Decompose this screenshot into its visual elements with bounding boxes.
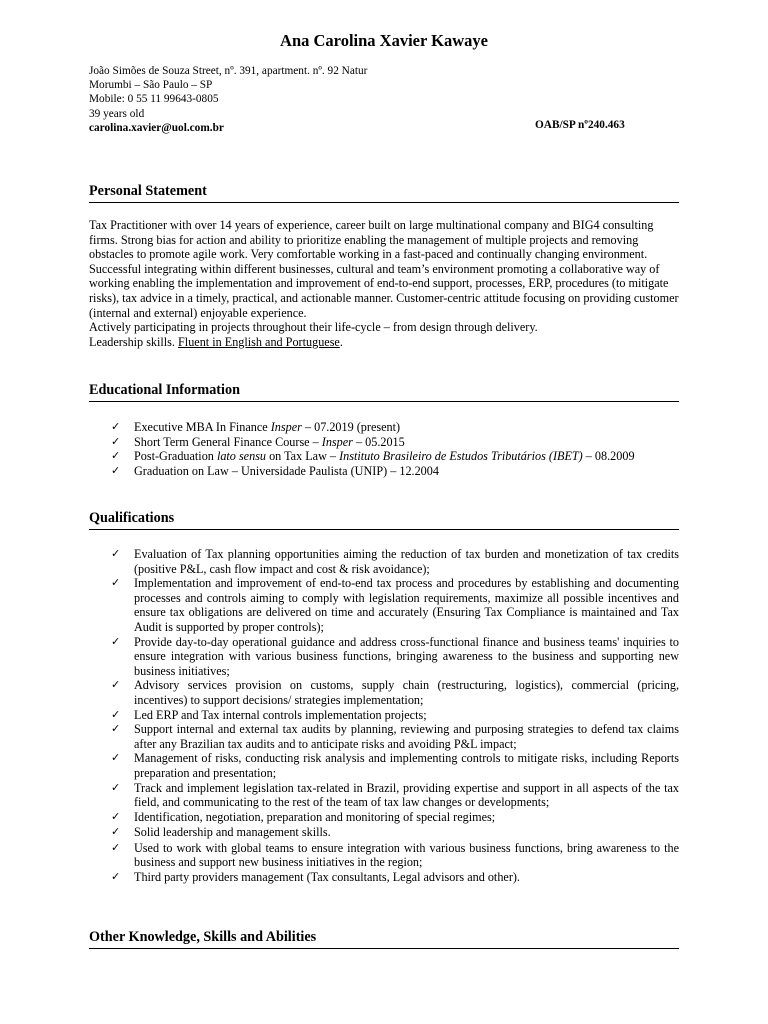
qualification-item: ✓ Provide day-to-day operational guidance and address cross-functional finance and business teams' inquiries to ensure integration with various business functions, bringing awareness to the business and supporting new business initiatives; [111,634,679,678]
personal-statement-heading: Personal Statement [89,183,679,203]
qualification-item: ✓ Advisory services provision on customs, supply chain (restructuring, logistics), commercial (pricing, incentives) to support decisions/ strategies implementation; [111,678,679,707]
check-icon: ✓ [111,780,121,794]
leadership-text: Leadership skills. [89,334,179,349]
check-icon: ✓ [111,678,121,692]
other-skills-heading: Other Knowledge, Skills and Abilities [89,929,679,949]
check-icon: ✓ [111,870,121,884]
statement-paragraph: Tax Practitioner with over 14 years of experience, career built on large multinational company and BIG4 consulting firms. Strong bias for action and ability to prioritize enabling the management of multiple projects and removing obstacles to promote agile work. Very comfortable working in a fast-paced and continually changing environment. Successful integrating within different businesses, cultural and team’s environment promoting a collaborative way of working enabling the implementation and improvement of end-to-end support, processes, ERP, procedures (to mitigate risks), tax advice in a timely, practical, and actionable manner. Customer-centric attitude focusing on providing customer (internal and external) enjoyable experience. [89,218,679,320]
candidate-name: Ana Carolina Xavier Kawaye [280,31,488,50]
qualification-item: ✓ Evaluation of Tax planning opportunities aiming the reduction of tax burden and monetization of tax credits (positive P&L, cash flow impact and cost & risk avoidance); [111,547,679,576]
check-icon: ✓ [111,547,121,560]
qualification-item: ✓ Solid leadership and management skills. [111,825,331,840]
qualification-item: ✓ Management of risks, conducting risk analysis and implementing controls to mitigate risks, including Reports preparation and presentation; [111,751,679,780]
check-icon: ✓ [111,722,121,736]
qualifications-heading: Qualifications [89,510,679,530]
check-icon: ✓ [111,634,121,648]
check-icon: ✓ [111,840,121,854]
check-icon: ✓ [111,576,121,590]
check-icon: ✓ [111,434,121,448]
qualification-item: ✓ Implementation and improvement of end-to-end tax process and procedures by establishing and documenting processes and controls aiming to comply with legislation requirements, maximize all possible incentives and ensure tax obligations are delivered on time and accurately (Ensuring Tax Compliance is maintained and Tax Audit is supported by proper controls); [111,576,679,634]
statement-lifecycle: Actively participating in projects throughout their life-cycle – from design through delivery. [89,320,538,335]
qualification-item: ✓ Led ERP and Tax internal controls implementation projects; [111,707,427,722]
oab-registration: OAB/SP nº240.463 [535,119,625,131]
leadership-suffix: . [339,334,343,349]
check-icon: ✓ [111,825,121,839]
education-item: ✓ Post-Graduation lato sensu on Tax Law – Instituto Brasileiro de Estudos Tributários (IBET) – 08.2009 [111,449,635,464]
education-item: ✓ Graduation on Law – Universidade Paulista (UNIP) – 12.2004 [111,463,439,478]
qualification-item: ✓ Support internal and external tax audits by planning, reviewing and purposing strategies to defend tax claims after any Brazilian tax audits and to anticipate risks and avoiding P&L impact; [111,722,679,751]
check-icon: ✓ [111,420,121,433]
qualification-item: ✓ Used to work with global teams to ensure integration with various business functions, bring awareness to the business and support new business initiatives in the region; [111,840,679,870]
education-item: ✓ Short Term General Finance Course – Insper – 05.2015 [111,434,405,449]
check-icon: ✓ [111,463,121,477]
education-list [111,420,679,478]
check-icon: ✓ [111,809,121,823]
qualification-item: ✓ Track and implement legislation tax-related in Brazil, providing expertise and support in all aspects of the tax field, and communicating to the rest of the team of tax law changes or developments; [111,780,679,810]
qualifications-list [111,547,679,885]
qualification-item: ✓ Third party providers management (Tax consultants, Legal advisors and other). [111,870,520,885]
languages-text: Fluent in English and Portuguese [178,334,340,349]
age: 39 years old [89,107,145,120]
address-line-2: Morumbi – São Paulo – SP [89,79,213,92]
statement-leadership [89,335,681,350]
email-address: carolina.xavier@uol.com.br [89,121,224,134]
check-icon: ✓ [111,751,121,765]
mobile-number: Mobile: 0 55 11 99643-0805 [89,93,219,106]
qualification-item: ✓ Identification, negotiation, preparation and monitoring of special regimes; [111,809,496,824]
education-item: ✓ Executive MBA In Finance Insper – 07.2019 (present) [111,420,401,434]
address-line-1: João Simões de Souza Street, nº. 391, apartment. nº. 92 Natur [89,65,368,77]
personal-statement-body [89,218,681,349]
check-icon: ✓ [111,707,121,721]
education-heading: Educational Information [89,382,679,402]
check-icon: ✓ [111,449,121,463]
